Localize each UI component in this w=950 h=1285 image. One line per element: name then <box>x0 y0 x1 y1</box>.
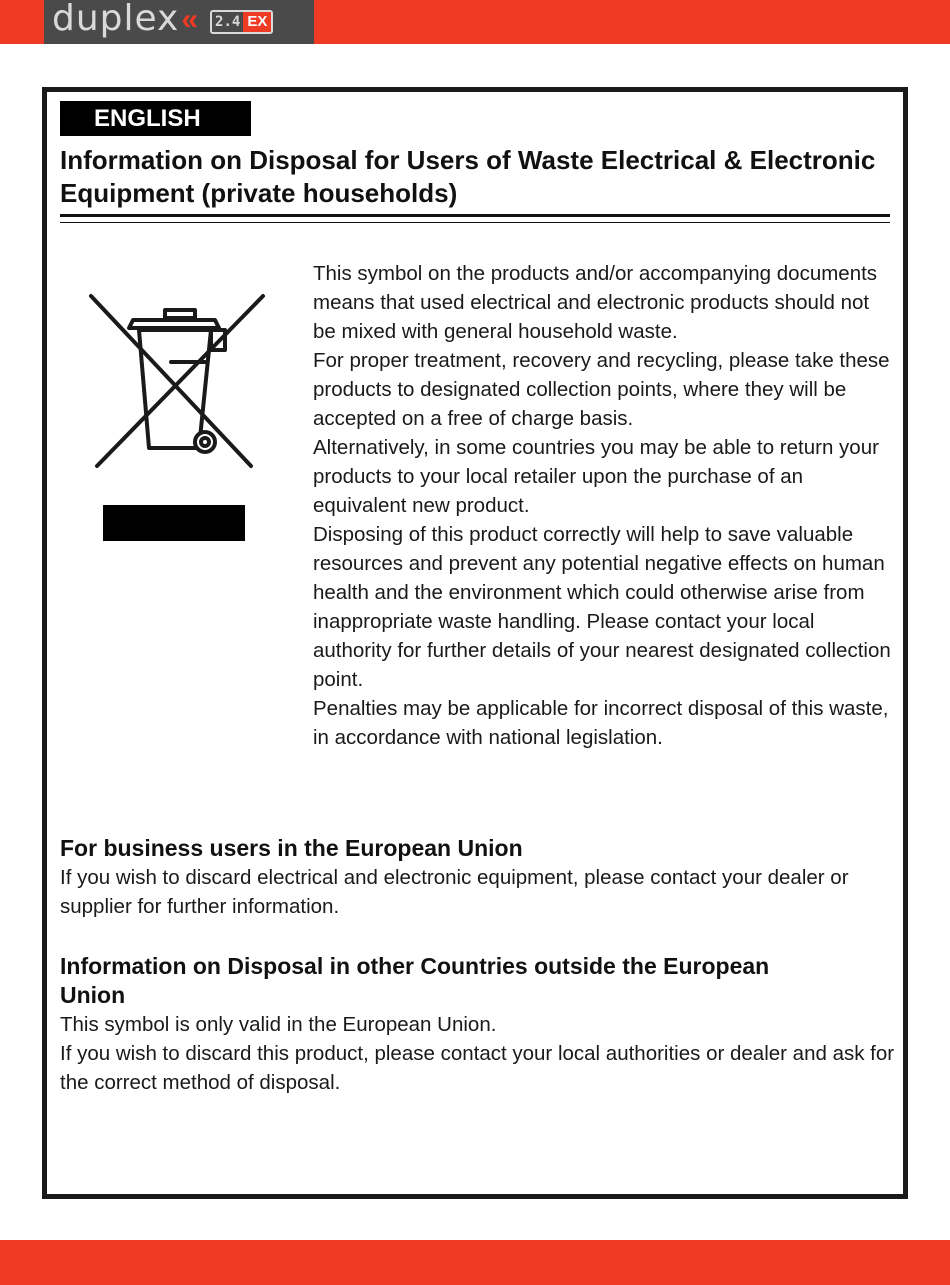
business-users-paragraph: If you wish to discard electrical and electronic equipment, please contact your dealer or supplier for further information. <box>60 866 849 918</box>
logo-badge <box>210 10 273 34</box>
logo-wordmark: duplex <box>52 0 180 39</box>
brand-logo <box>44 0 314 44</box>
title-divider-thick <box>60 214 890 217</box>
language-label: ENGLISH <box>60 101 251 136</box>
disposal-description <box>313 259 897 752</box>
paragraph-penalties: Penalties may be applicable for incorrect disposal of this waste, in accordance with national legislation. <box>313 697 889 749</box>
outside-eu-line-1: This symbol is only valid in the European Union. <box>60 1013 497 1036</box>
crossed-out-wheelie-bin-icon <box>87 290 273 476</box>
title-divider-thin <box>60 222 890 223</box>
page-title: Information on Disposal for Users of Waste Electrical & Electronic Equipment (private households) <box>60 145 876 208</box>
paragraph-symbol-meaning: This symbol on the products and/or accompanying documents means that used electrical and electronic products should not be mixed with general household waste. <box>313 262 878 343</box>
logo-chevrons-icon: « <box>181 3 199 36</box>
disposal-notice-frame <box>42 87 908 1199</box>
outside-eu-line-2: If you wish to discard this product, please contact your local authorities or dealer and ask for the correct method of disposal. <box>60 1042 895 1094</box>
marking-bar <box>103 505 245 541</box>
logo-badge-frequency: 2.4 <box>212 12 243 32</box>
top-brand-bar <box>0 0 950 44</box>
business-users-heading: For business users in the European Union <box>60 835 523 861</box>
paragraph-collection-points: For proper treatment, recovery and recycling, please take these products to designated collection points, where they will be accepted on a free of charge basis. <box>313 349 890 430</box>
business-users-text <box>60 863 900 921</box>
outside-eu-heading: Information on Disposal in other Countries outside the European Union <box>60 953 770 1008</box>
outside-eu-text <box>60 1010 900 1097</box>
logo-badge-ex: EX <box>243 12 271 32</box>
bottom-brand-bar <box>0 1240 950 1285</box>
paragraph-retailer-return: Alternatively, in some countries you may be able to return your products to your local retailer upon the purchase of an equivalent new product. <box>313 436 879 517</box>
paragraph-benefits: Disposing of this product correctly will help to save valuable resources and prevent any potential negative effects on human health and the environment which could otherwise arise from inappropriate waste handling. Please contact your local authority for further details of your nearest designated collection point. <box>313 523 891 691</box>
